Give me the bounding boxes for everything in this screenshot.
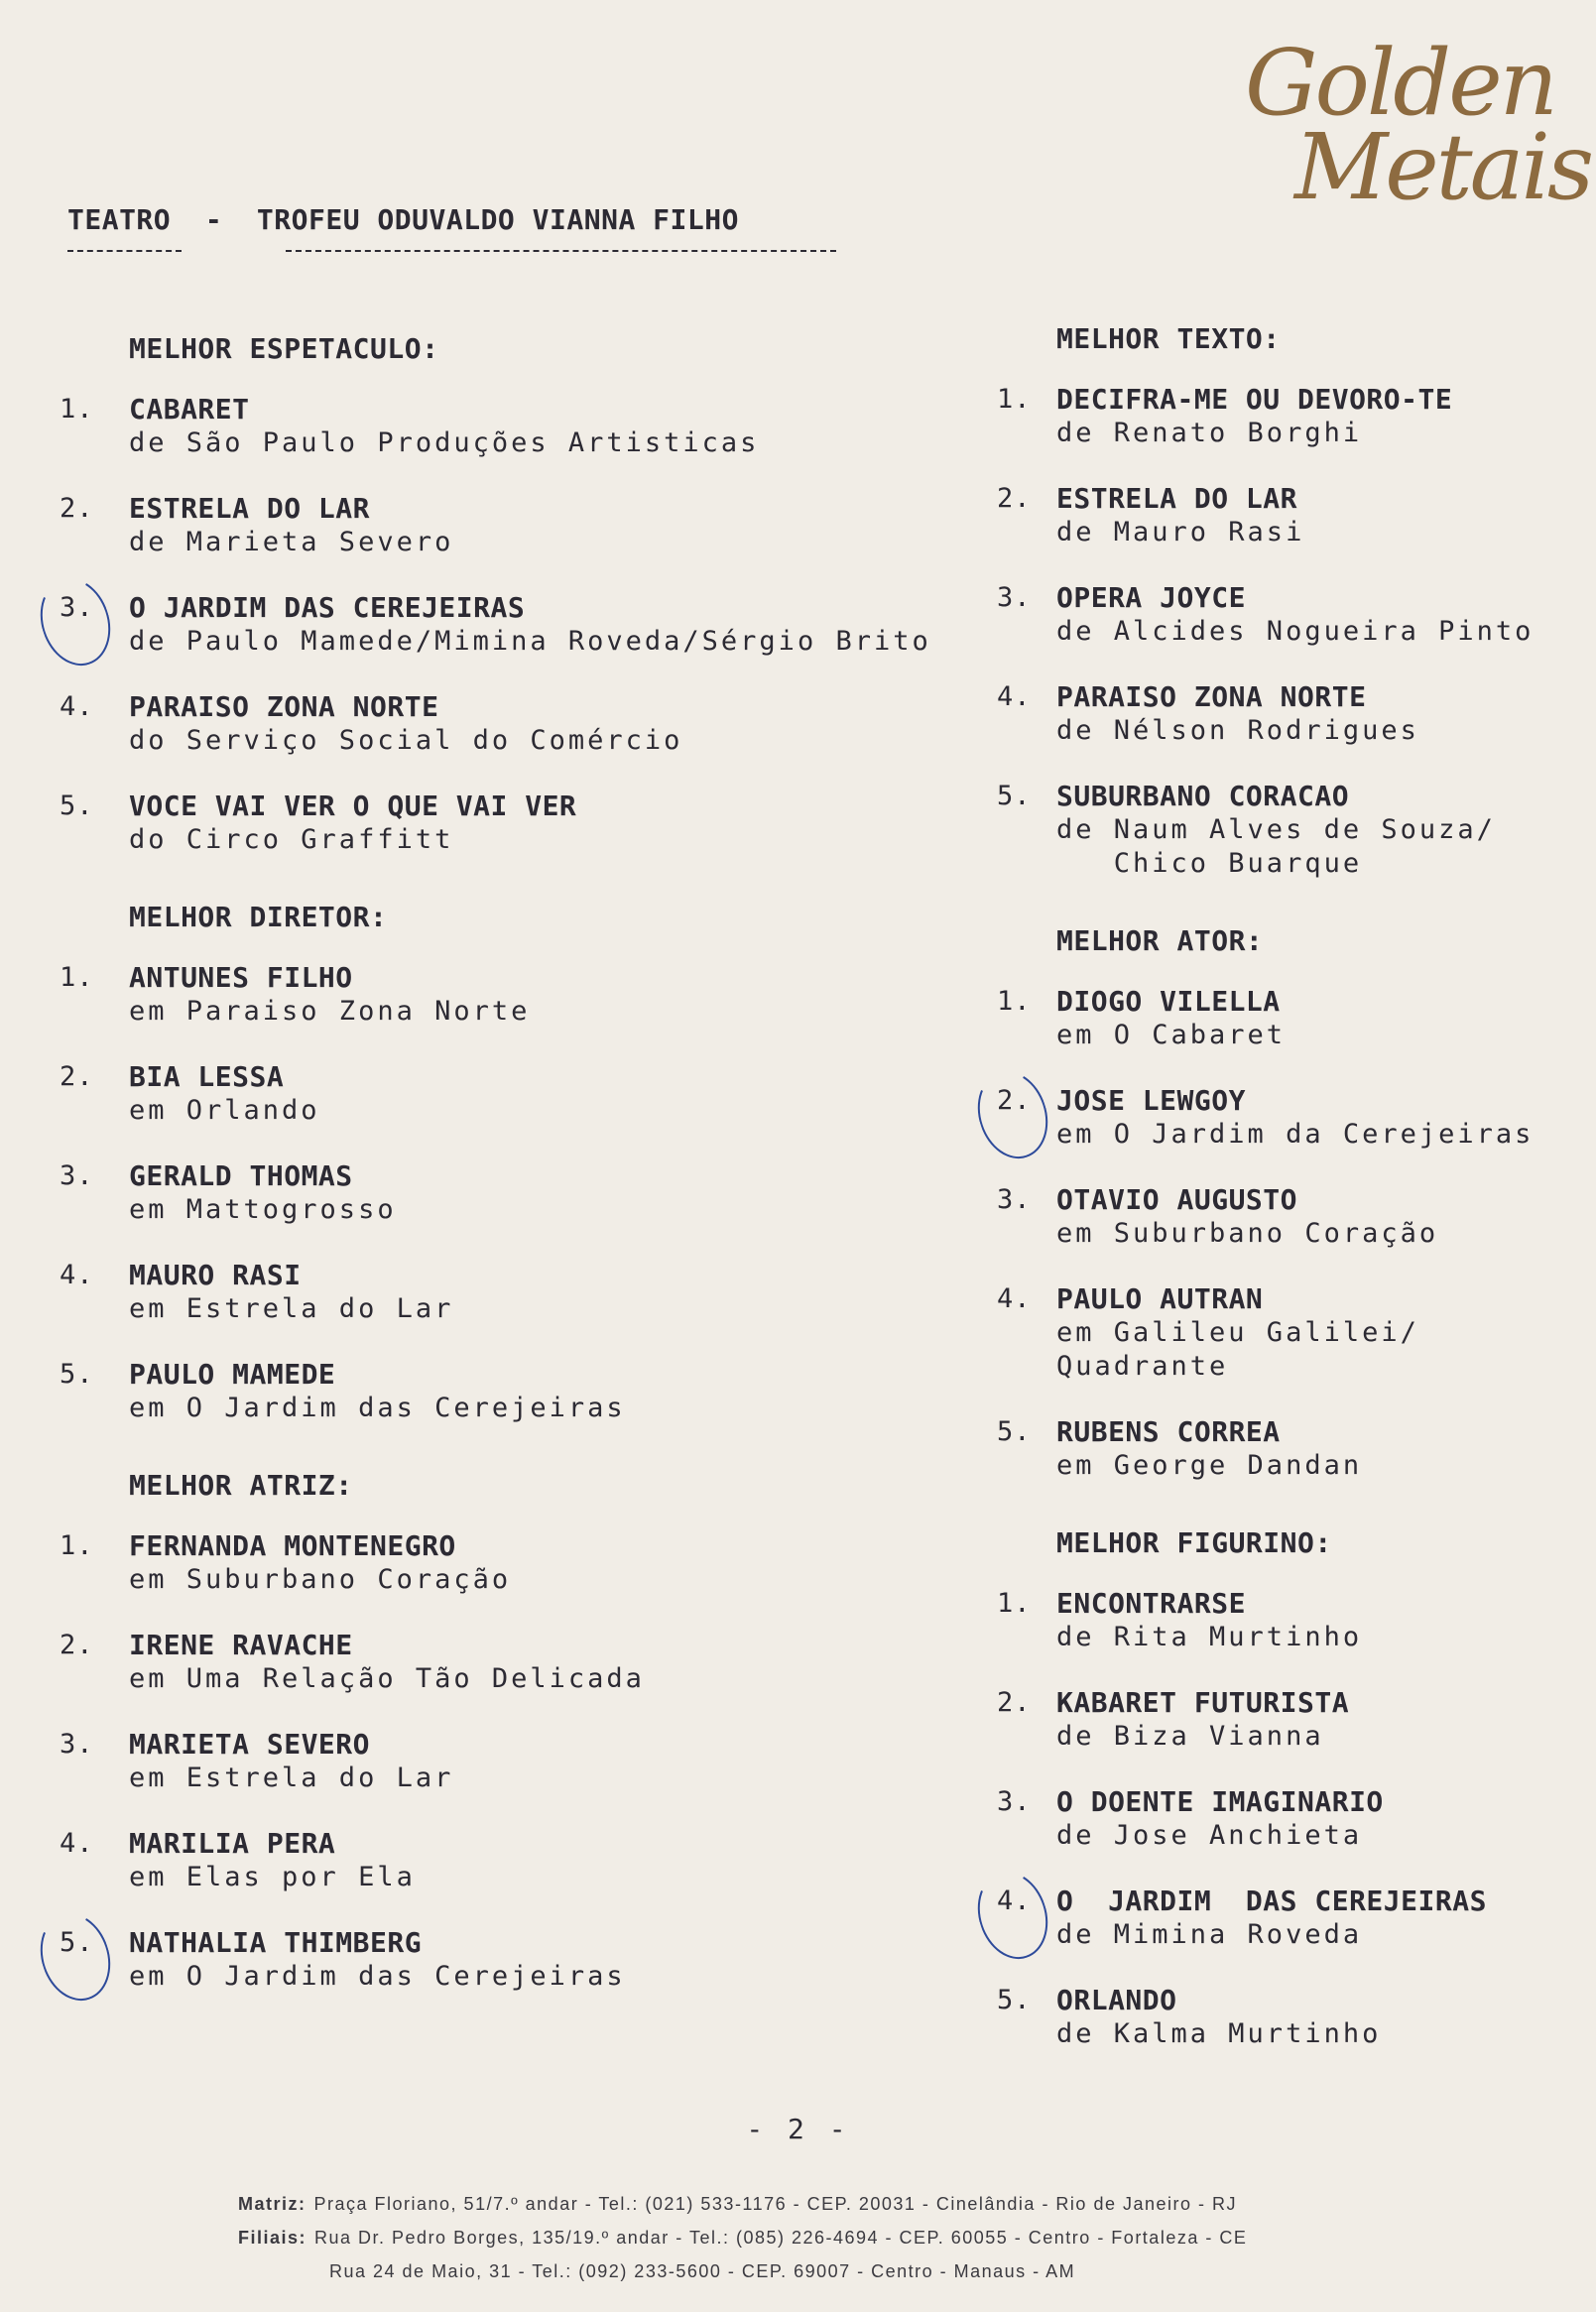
nominee-credit: de Paulo Mamede/Mimina Roveda/Sérgio Brito bbox=[129, 626, 931, 657]
nominee-entry bbox=[997, 680, 1582, 748]
nominee-entry bbox=[997, 1084, 1582, 1152]
nominee-number: 4. bbox=[60, 1828, 94, 1859]
right-column bbox=[997, 322, 1582, 2083]
title-underline bbox=[67, 250, 182, 252]
nominee-title: FERNANDA MONTENEGRO bbox=[129, 1529, 456, 1562]
nominee-title: O DOENTE IMAGINARIO bbox=[1056, 1785, 1384, 1818]
nominee-details bbox=[1056, 680, 1582, 748]
nominee-credit: em Elas por Ela bbox=[129, 1862, 416, 1892]
nominee-entry bbox=[997, 780, 1582, 881]
nominee-details bbox=[129, 1926, 992, 1994]
nominee-credit: de Biza Vianna bbox=[1056, 1721, 1324, 1752]
nominee-details bbox=[1056, 780, 1582, 881]
nominee-details bbox=[1056, 1587, 1582, 1654]
nominee-number: 3. bbox=[997, 582, 1032, 613]
nominee-details bbox=[1056, 482, 1582, 549]
nominee-number: 3. bbox=[997, 1786, 1032, 1817]
nominee-details bbox=[129, 1358, 992, 1425]
nominee-credit: em Uma Relação Tão Delicada bbox=[129, 1663, 645, 1694]
nominee-number: 1. bbox=[60, 1530, 94, 1561]
nominee-details bbox=[129, 1827, 992, 1894]
nominee-credit: de São Paulo Produções Artisticas bbox=[129, 427, 760, 458]
nominee-details bbox=[129, 1529, 992, 1597]
nominee-title: DIOGO VILELLA bbox=[1056, 985, 1281, 1018]
nominee-details bbox=[1056, 383, 1582, 450]
nominee-details bbox=[129, 591, 992, 659]
nominee-number: 1. bbox=[60, 394, 94, 425]
nominee-number: 3. bbox=[60, 592, 94, 623]
nominee-credit: em O Cabaret bbox=[1056, 1020, 1287, 1050]
nominee-title: BIA LESSA bbox=[129, 1060, 285, 1093]
nominee-entry bbox=[60, 690, 992, 758]
category-heading: MELHOR DIRETOR: bbox=[129, 901, 388, 933]
nominee-title: ESTRELA DO LAR bbox=[129, 492, 371, 525]
nominee-number: 1. bbox=[997, 986, 1032, 1017]
document-title: TEATRO - TROFEU ODUVALDO VIANNA FILHO bbox=[67, 203, 739, 236]
nominee-title: ORLANDO bbox=[1056, 1984, 1177, 2016]
nominee-details bbox=[129, 1259, 992, 1326]
award-section bbox=[997, 924, 1582, 1483]
nominee-title: NATHALIA THIMBERG bbox=[129, 1926, 423, 1959]
nominee-title: O JARDIM DAS CEREJEIRAS bbox=[1056, 1885, 1487, 1917]
nominee-details bbox=[1056, 1183, 1582, 1251]
nominee-credit: de Mimina Roveda bbox=[1056, 1919, 1363, 1950]
logo-line-2: Metais bbox=[1294, 114, 1592, 220]
nominee-credit: em Orlando bbox=[129, 1095, 320, 1126]
nominee-title: MARIETA SEVERO bbox=[129, 1728, 371, 1761]
nominee-number: 1. bbox=[997, 384, 1032, 415]
nominee-details bbox=[1056, 1785, 1582, 1853]
nominee-entry bbox=[60, 1529, 992, 1597]
nominee-credit: em O Jardim da Cerejeiras bbox=[1056, 1119, 1535, 1150]
nominee-details bbox=[1056, 1415, 1582, 1483]
category-heading: MELHOR ATOR: bbox=[1056, 924, 1264, 957]
nominee-details bbox=[129, 492, 992, 559]
nominee-details bbox=[1056, 581, 1582, 649]
nominee-credit: de Jose Anchieta bbox=[1056, 1820, 1363, 1851]
nominee-details bbox=[129, 690, 992, 758]
nominee-credit: do Circo Graffitt bbox=[129, 824, 454, 855]
nominee-entry bbox=[997, 581, 1582, 649]
footer-filiais-address: Rua Dr. Pedro Borges, 135/19.º andar - Tel.: (085) 226-4694 - CEP. 60055 - Centro - Fortaleza - CE bbox=[314, 2228, 1248, 2248]
nominee-title: JOSE LEWGOY bbox=[1056, 1084, 1246, 1117]
nominee-credit: em Paraiso Zona Norte bbox=[129, 996, 531, 1027]
nominee-entry bbox=[997, 383, 1582, 450]
nominee-title: CABARET bbox=[129, 393, 250, 426]
nominee-details bbox=[129, 1629, 992, 1696]
footer-filiais-address-2: Rua 24 de Maio, 31 - Tel.: (092) 233-5600 - CEP. 69007 - Centro - Manaus - AM bbox=[329, 2261, 1076, 2281]
nominee-number: 2. bbox=[60, 1061, 94, 1092]
nominee-number: 3. bbox=[997, 1184, 1032, 1215]
nominee-entry bbox=[60, 393, 992, 460]
nominee-entry bbox=[60, 961, 992, 1029]
nominee-credit: em Estrela do Lar bbox=[129, 1763, 454, 1793]
category-heading: MELHOR FIGURINO: bbox=[1056, 1526, 1332, 1559]
nominee-title: PARAISO ZONA NORTE bbox=[1056, 680, 1367, 713]
nominee-title: SUBURBANO CORACAO bbox=[1056, 780, 1350, 812]
nominee-title: MAURO RASI bbox=[129, 1259, 302, 1291]
nominee-details bbox=[129, 1728, 992, 1795]
nominee-entry bbox=[60, 1358, 992, 1425]
footer-filiais-label: Filiais: bbox=[238, 2228, 307, 2248]
nominee-title: ESTRELA DO LAR bbox=[1056, 482, 1298, 515]
nominee-title: PARAISO ZONA NORTE bbox=[129, 690, 439, 723]
nominee-title: IRENE RAVACHE bbox=[129, 1629, 353, 1661]
nominee-title: PAULO AUTRAN bbox=[1056, 1282, 1264, 1315]
nominee-credit: de Nélson Rodrigues bbox=[1056, 715, 1419, 746]
award-section bbox=[997, 1526, 1582, 2051]
footer-matriz-address: Praça Floriano, 51/7.º andar - Tel.: (021) 533-1176 - CEP. 20031 - Cinelândia - Rio de Janeiro - RJ bbox=[313, 2194, 1237, 2214]
letterhead-footer bbox=[238, 2187, 1428, 2288]
nominee-credit: em O Jardim das Cerejeiras bbox=[129, 1393, 626, 1423]
handwritten-circle-mark bbox=[30, 1904, 121, 2010]
nominee-details bbox=[129, 1159, 992, 1227]
nominee-number: 5. bbox=[997, 1416, 1032, 1447]
nominee-entry bbox=[997, 1415, 1582, 1483]
footer-matriz bbox=[238, 2187, 1428, 2221]
nominee-details bbox=[129, 961, 992, 1029]
nominee-details bbox=[1056, 1885, 1582, 1952]
golden-metais-logo bbox=[1225, 30, 1592, 220]
nominee-credit: em Estrela do Lar bbox=[129, 1293, 454, 1324]
nominee-credit: em Mattogrosso bbox=[129, 1194, 397, 1225]
nominee-details bbox=[1056, 1084, 1582, 1152]
nominee-title: PAULO MAMEDE bbox=[129, 1358, 336, 1391]
nominee-credit: em George Dandan bbox=[1056, 1450, 1363, 1481]
left-column bbox=[60, 332, 992, 2025]
nominee-entry bbox=[60, 1926, 992, 1994]
nominee-number: 4. bbox=[60, 1260, 94, 1290]
nominee-number: 5. bbox=[997, 781, 1032, 811]
nominee-title: OPERA JOYCE bbox=[1056, 581, 1246, 614]
nominee-credit: de Rita Murtinho bbox=[1056, 1622, 1363, 1652]
nominee-entry bbox=[60, 492, 992, 559]
nominee-credit: de Renato Borghi bbox=[1056, 418, 1363, 448]
footer-filiais bbox=[238, 2221, 1428, 2254]
nominee-title: VOCE VAI VER O QUE VAI VER bbox=[129, 790, 577, 822]
nominee-entry bbox=[997, 1183, 1582, 1251]
nominee-details bbox=[129, 393, 992, 460]
nominee-number: 2. bbox=[60, 1630, 94, 1660]
nominee-entry bbox=[60, 1060, 992, 1128]
nominee-number: 4. bbox=[997, 681, 1032, 712]
award-section bbox=[60, 332, 992, 857]
nominee-entry bbox=[60, 790, 992, 857]
nominee-credit: Chico Buarque bbox=[1056, 848, 1363, 879]
nominee-title: RUBENS CORREA bbox=[1056, 1415, 1281, 1448]
nominee-details bbox=[1056, 1984, 1582, 2051]
nominee-number: 2. bbox=[997, 1687, 1032, 1718]
nominee-number: 4. bbox=[997, 1886, 1032, 1916]
award-section bbox=[60, 1469, 992, 1994]
nominee-credit: de Kalma Murtinho bbox=[1056, 2018, 1382, 2049]
nominee-credit: em Suburbano Coração bbox=[1056, 1218, 1439, 1249]
nominee-credit: de Alcides Nogueira Pinto bbox=[1056, 616, 1535, 647]
footer-matriz-label: Matriz: bbox=[238, 2194, 307, 2214]
nominee-credit: do Serviço Social do Comércio bbox=[129, 725, 683, 756]
nominee-credit: em Galileu Galilei/ bbox=[1056, 1317, 1419, 1348]
nominee-entry bbox=[60, 1159, 992, 1227]
nominee-number: 2. bbox=[997, 483, 1032, 514]
nominee-details bbox=[129, 790, 992, 857]
nominee-number: 5. bbox=[60, 791, 94, 821]
nominee-entry bbox=[60, 1728, 992, 1795]
nominee-number: 3. bbox=[60, 1160, 94, 1191]
nominee-title: O JARDIM DAS CEREJEIRAS bbox=[129, 591, 526, 624]
award-section bbox=[60, 901, 992, 1425]
nominee-number: 3. bbox=[60, 1729, 94, 1760]
category-heading: MELHOR ATRIZ: bbox=[129, 1469, 353, 1502]
title-underline bbox=[286, 250, 836, 252]
nominee-number: 5. bbox=[997, 1985, 1032, 2015]
category-heading: MELHOR ESPETACULO: bbox=[129, 332, 439, 365]
nominee-details bbox=[1056, 985, 1582, 1052]
nominee-entry bbox=[997, 1984, 1582, 2051]
award-section bbox=[997, 322, 1582, 881]
nominee-details bbox=[1056, 1282, 1582, 1384]
nominee-entry bbox=[997, 1785, 1582, 1853]
nominee-entry bbox=[997, 1282, 1582, 1384]
nominee-entry bbox=[997, 985, 1582, 1052]
category-heading: MELHOR TEXTO: bbox=[1056, 322, 1281, 355]
nominee-entry bbox=[60, 1827, 992, 1894]
nominee-title: OTAVIO AUGUSTO bbox=[1056, 1183, 1298, 1216]
nominee-entry bbox=[997, 1587, 1582, 1654]
nominee-details bbox=[1056, 1686, 1582, 1754]
nominee-title: ANTUNES FILHO bbox=[129, 961, 353, 994]
nominee-number: 4. bbox=[997, 1283, 1032, 1314]
nominee-number: 2. bbox=[60, 493, 94, 524]
nominee-title: DECIFRA-ME OU DEVORO-TE bbox=[1056, 383, 1453, 416]
nominee-credit: de Mauro Rasi bbox=[1056, 517, 1305, 548]
nominee-credit: Quadrante bbox=[1056, 1351, 1229, 1382]
handwritten-circle-mark bbox=[30, 569, 121, 675]
page-number: - 2 - bbox=[746, 2113, 850, 2145]
nominee-title: GERALD THOMAS bbox=[129, 1159, 353, 1192]
nominee-number: 5. bbox=[60, 1927, 94, 1958]
logo-line-1: Golden bbox=[1245, 30, 1555, 136]
nominee-number: 4. bbox=[60, 691, 94, 722]
nominee-entry bbox=[60, 591, 992, 659]
nominee-credit: de Naum Alves de Souza/ bbox=[1056, 814, 1496, 845]
nominee-credit: de Marieta Severo bbox=[129, 527, 454, 557]
nominee-credit: em Suburbano Coração bbox=[129, 1564, 512, 1595]
nominee-details bbox=[129, 1060, 992, 1128]
nominee-number: 1. bbox=[60, 962, 94, 993]
nominee-entry bbox=[997, 482, 1582, 549]
nominee-entry bbox=[997, 1885, 1582, 1952]
nominee-entry bbox=[997, 1686, 1582, 1754]
nominee-entry bbox=[60, 1629, 992, 1696]
nominee-title: KABARET FUTURISTA bbox=[1056, 1686, 1350, 1719]
nominee-title: MARILIA PERA bbox=[129, 1827, 336, 1860]
nominee-number: 2. bbox=[997, 1085, 1032, 1116]
nominee-number: 1. bbox=[997, 1588, 1032, 1619]
nominee-entry bbox=[60, 1259, 992, 1326]
nominee-credit: em O Jardim das Cerejeiras bbox=[129, 1961, 626, 1992]
nominee-number: 5. bbox=[60, 1359, 94, 1390]
nominee-title: ENCONTRARSE bbox=[1056, 1587, 1246, 1620]
